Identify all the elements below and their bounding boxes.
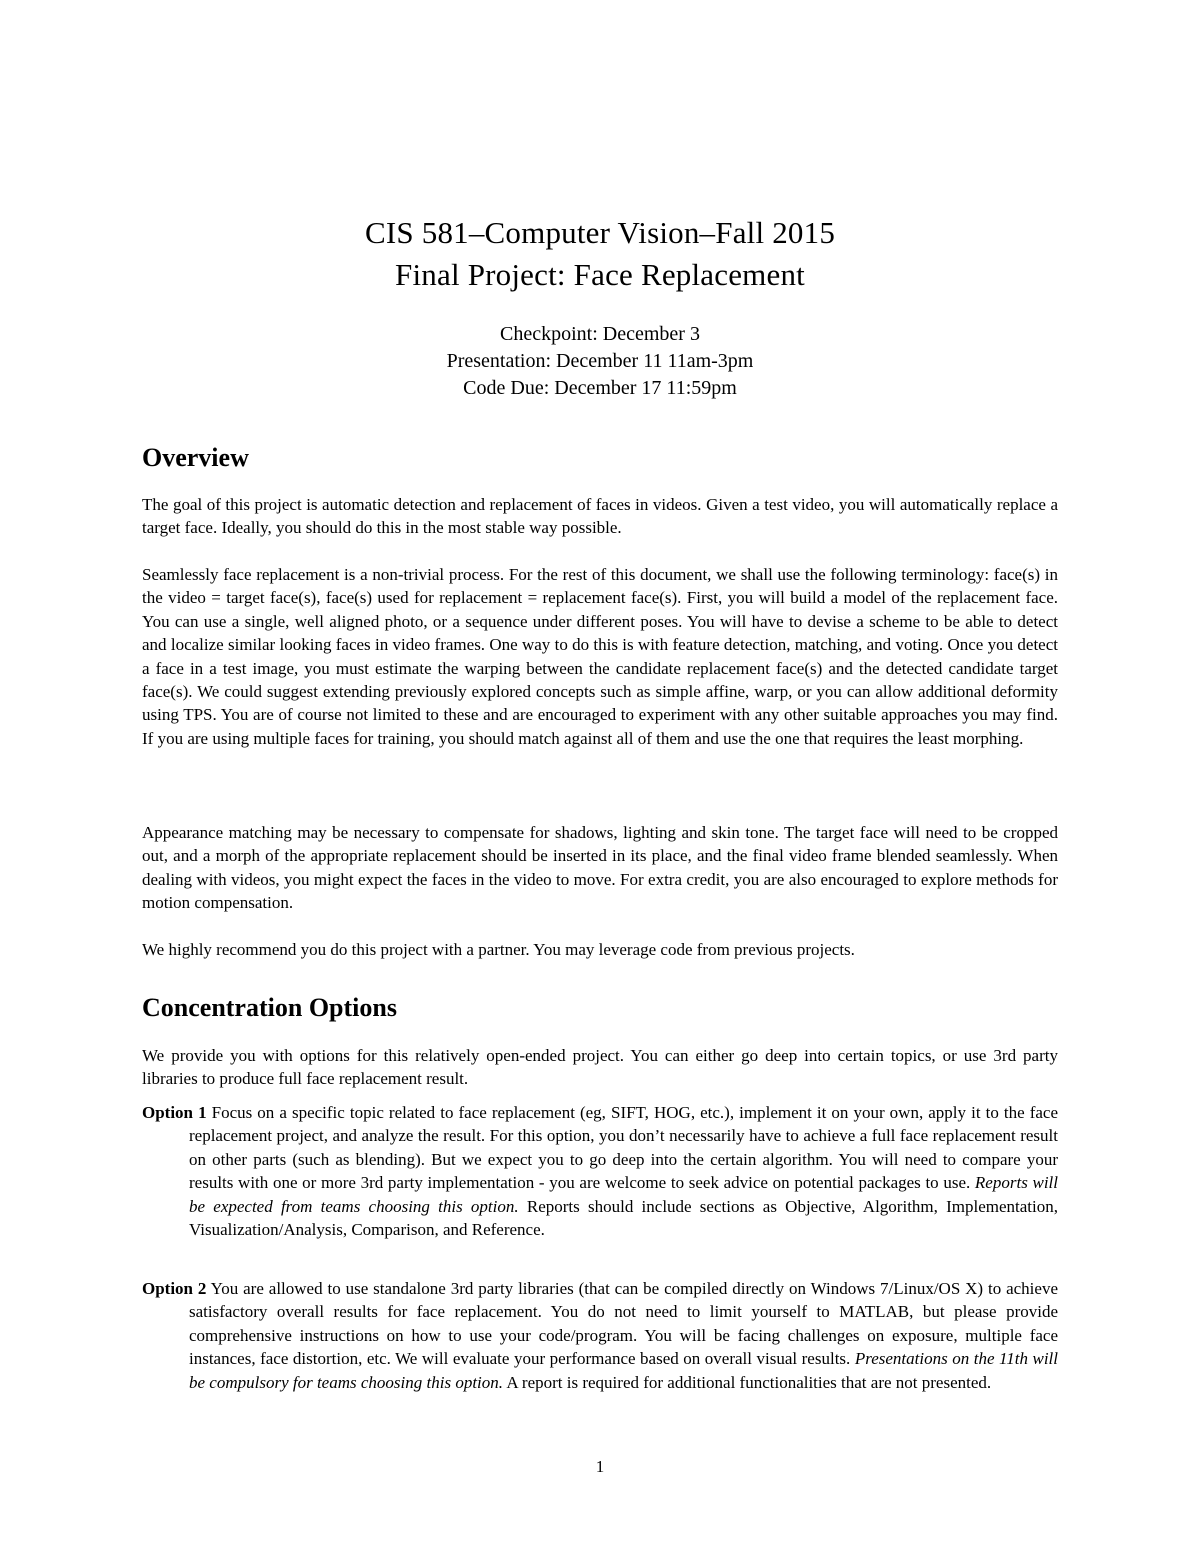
option-2-body-end: A report is required for additional functionalities that are not presented. xyxy=(506,1372,992,1392)
presentation-date: Presentation: December 11 11am-3pm xyxy=(446,350,754,372)
option-2-label: Option 2 xyxy=(142,1279,207,1298)
option-1-label: Option 1 xyxy=(142,1103,207,1122)
page-number: 1 xyxy=(595,1457,605,1476)
option-2-body: You are allowed to use standalone 3rd party libraries (that can be compiled directly on Windows 7/Linux/OS X) to achieve satisfactory overall results for face replacement. You do not need to limit yourself to MATLAB, but please provide comprehensive instructions on how to use your code/program. You will be facing challenges on exposure, multiple face instances, face distortion, etc. We will evaluate your performance based on overall visual results. xyxy=(189,1279,1058,1369)
course-title: CIS 581–Computer Vision–Fall 2015 xyxy=(364,215,836,250)
option-1-body: Focus on a specific topic related to face replacement (eg, SIFT, HOG, etc.), implement it on your own, apply it to the face replacement project, and analyze the result. For this option, you don’t necessarily have to achieve a full face replacement result on other parts (such as blending). But we expect you to go deep into the certain algorithm. You will need to compare your results with one or more 3rd party implementation - you are welcome to seek advice on potential packages to use. xyxy=(189,1103,1058,1193)
overview-paragraph-2: Seamlessly face replacement is a non-trivial process. For the rest of this document, we shall use the following terminology: face(s) in the video = target face(s), face(s) used for replacement = replacement face(s). First, you will build a model of the replacement face. You can use a single, well aligned photo, or a sequence under different poses. You will have to devise a scheme to be able to detect and localize similar looking faces in video frames. One way to do this is with feature detection, matching, and voting. Once you detect a face in a test image, you must estimate the warping between the candidate replacement face(s) and the detected candidate target face(s). We could suggest extending previously explored concepts such as simple affine, warp, or you can allow additional deformity using TPS. You are of course not limited to these and are encouraged to experiment with any other suitable approaches you may find. If you are using multiple faces for training, you should match against all of them and use the one that requires the least morphing. xyxy=(142,565,1058,748)
code-due-date: Code Due: December 17 11:59pm xyxy=(463,377,737,399)
overview-heading: Overview xyxy=(142,443,249,472)
overview-paragraph-1: The goal of this project is automatic detection and replacement of faces in videos. Given a test video, you will automatically replace a target face. Ideally, you should do this in the most stable way possible. xyxy=(142,495,1058,538)
option-2 xyxy=(142,1277,1058,1394)
overview-paragraph-4: We highly recommend you do this project with a partner. You may leverage code from previous projects. xyxy=(142,940,855,959)
checkpoint-date: Checkpoint: December 3 xyxy=(500,323,700,345)
option-1 xyxy=(142,1101,1058,1241)
overview-paragraph-3: Appearance matching may be necessary to compensate for shadows, lighting and skin tone. The target face will need to be cropped out, and a morph of the appropriate replacement should be inserted in its place, and the final video frame blended seamlessly. When dealing with videos, you might expect the faces in the video to move. For extra credit, you are also encouraged to explore methods for motion compensation. xyxy=(142,823,1058,913)
option-1-emphasis: Reports will be expected from teams choosing this option. xyxy=(189,1173,1058,1216)
project-title: Final Project: Face Replacement xyxy=(395,257,805,292)
concentration-intro: We provide you with options for this relatively open-ended project. You can either go deep into certain topics, or use 3rd party libraries to produce full face replacement result. xyxy=(142,1046,1058,1089)
option-2-emphasis: Presentations on the 11th will be compulsory for teams choosing this option. xyxy=(189,1349,1059,1392)
option-1-text xyxy=(142,1101,1058,1241)
title-block xyxy=(0,212,1200,402)
dates-block xyxy=(0,321,1200,402)
option-2-text xyxy=(142,1277,1058,1394)
option-1-body-end: Reports should include sections as Objective, Algorithm, Implementation, Visualization/Analysis, Comparison, and Reference. xyxy=(189,1196,1058,1240)
concentration-heading: Concentration Options xyxy=(142,993,397,1022)
